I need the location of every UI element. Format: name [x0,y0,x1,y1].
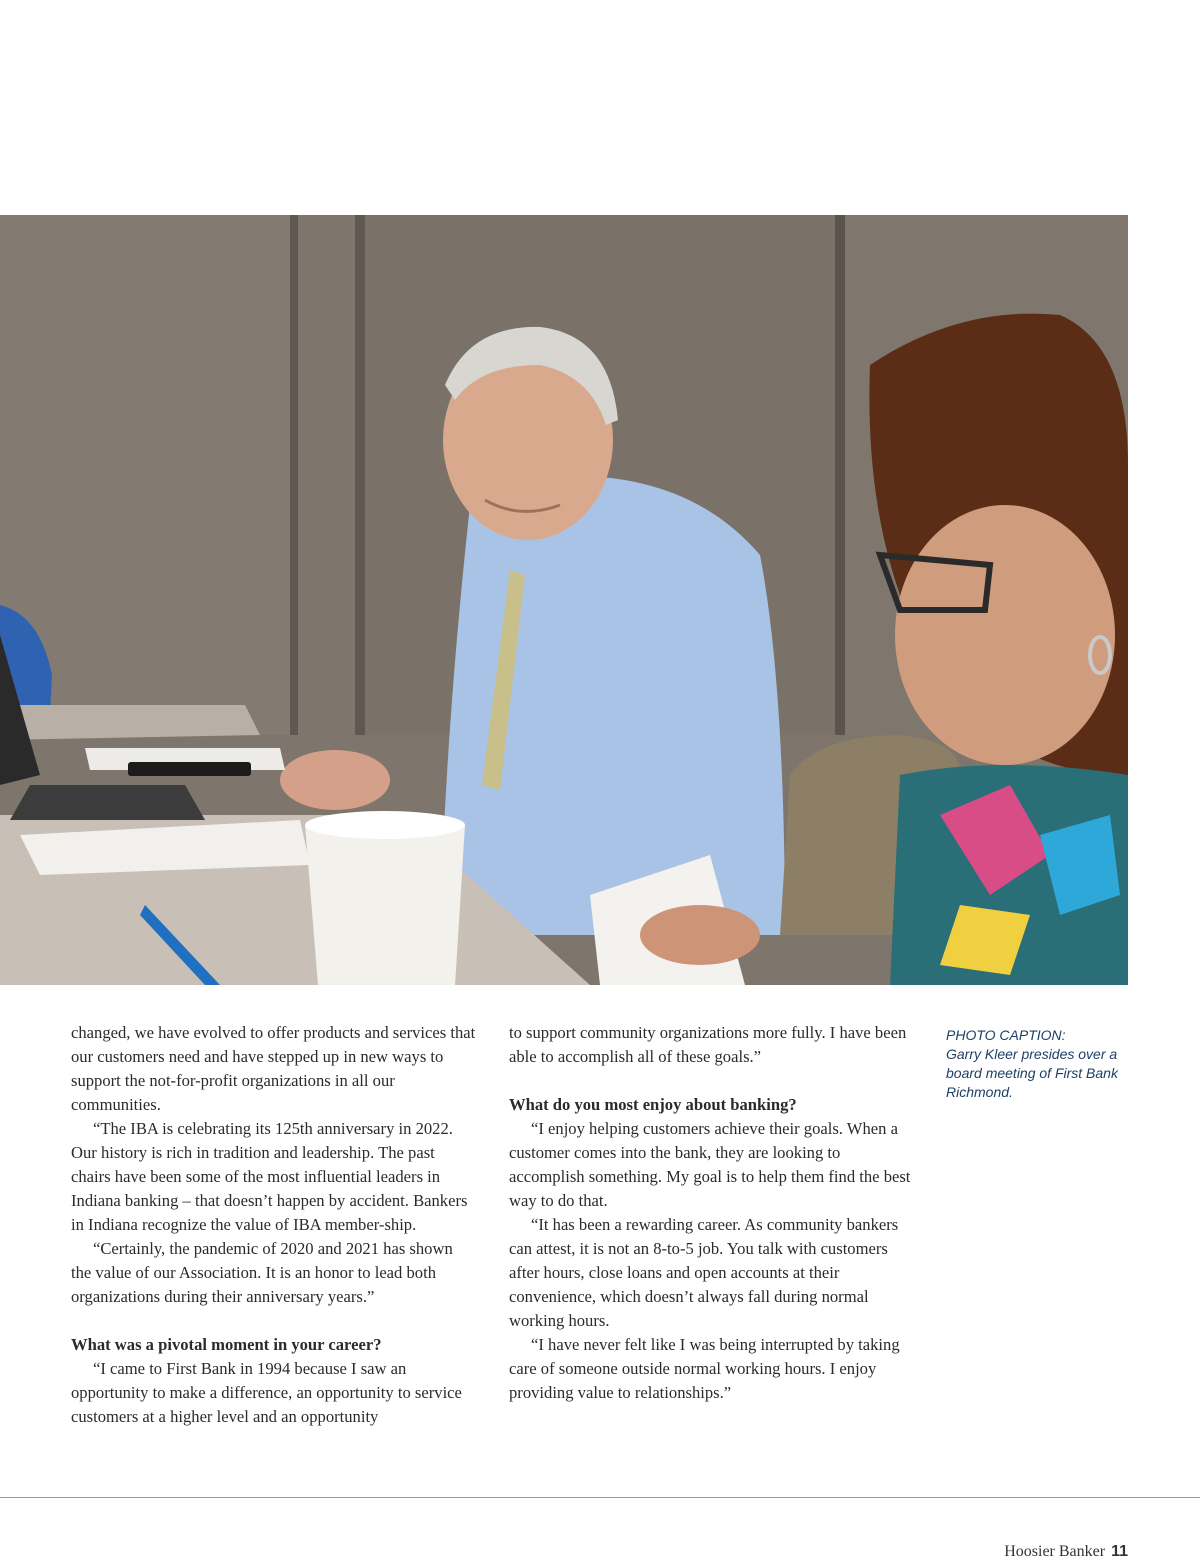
paragraph: to support community organizations more fully. I have been able to accomplish all of these goals.” [509,1023,907,1066]
paragraph: “I enjoy helping customers achieve their goals. When a customer comes into the bank, they are looking to accomplish something. My goal is to help them find the best way to do that. [509,1119,911,1210]
paragraph: “Certainly, the pandemic of 2020 and 2021 has shown the value of our Association. It is an honor to lead both organizations during their anniversary years.” [71,1239,453,1306]
paragraph: “I have never felt like I was being interrupted by taking care of someone outside normal working hours. I enjoy providing value to relationships.” [509,1335,900,1402]
photo-caption [946,1026,1136,1102]
paragraph: “The IBA is celebrating its 125th anniversary in 2022. Our history is rich in tradition and leadership. The past chairs have been some of the most influential leaders in Indiana banking – that doesn’t happen by accident. Bankers in Indiana recognize the value of IBA member-ship. [71,1119,468,1234]
article-column-middle [509,1021,914,1405]
page-footer [1004,1543,1128,1561]
paragraph: “It has been a rewarding career. As community bankers can attest, it is not an 8-to-5 job. You talk with customers after hours, close loans and open accounts at their convenience, which doesn’t always fall during normal working hours. [509,1215,899,1330]
page-number: 11 [1111,1543,1128,1560]
photo-caption-text: Garry Kleer presides over a board meeting of First Bank Richmond. [946,1046,1118,1100]
footer-divider [0,1497,1200,1498]
photo-caption-label: PHOTO CAPTION: [946,1027,1066,1043]
interview-question: What do you most enjoy about banking? [509,1095,797,1114]
article-column-left [71,1021,476,1429]
board-meeting-photo [0,215,1128,985]
paragraph: “I came to First Bank in 1994 because I saw an opportunity to make a difference, an opportunity to service customers at a higher level and an opportunity [71,1359,462,1426]
paragraph: changed, we have evolved to offer products and services that our customers need and have stepped up in new ways to support the not-for-profit organizations in all our communities. [71,1023,476,1114]
publication-name: Hoosier Banker [1004,1543,1106,1560]
interview-question: What was a pivotal moment in your career? [71,1335,382,1354]
